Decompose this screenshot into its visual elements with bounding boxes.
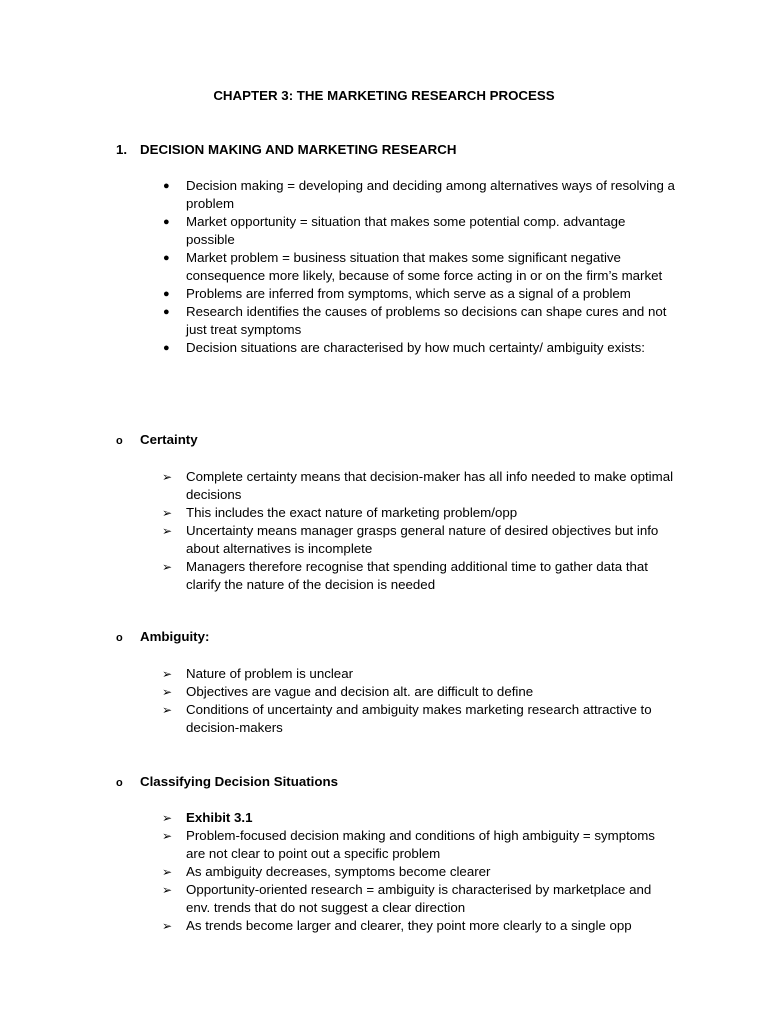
classifying-heading: o Classifying Decision Situations [116,773,338,792]
arrow-bullet-icon: ➢ [162,883,173,897]
arrow-bullet-icon: ➢ [162,470,173,484]
arrow-bullet-icon: ➢ [162,811,173,825]
list-item: ● Decision situations are characterised by how much certainty/ ambiguity exists: [163,340,645,355]
list-item: ➢ Complete certainty means that decision-maker has all info needed to make optimal decisions [162,469,674,502]
list-item: ● Market problem = business situation that makes some significant negative consequence more likely, because of some force acting in or on the firm’s market [163,250,663,283]
list-item: ➢ Conditions of uncertainty and ambiguity makes marketing research attractive to decision-makers [162,702,652,735]
ambiguity-heading: o Ambiguity: [116,628,209,647]
section-1-heading [116,141,456,159]
list-item: ➢ Managers therefore recognise that spending additional time to gather data that clarify the nature of the decision is needed [162,559,648,592]
list-item: ➢ Nature of problem is unclear [162,666,354,681]
arrow-bullet-icon: ➢ [162,667,173,681]
arrow-bullet-icon: ➢ [162,865,173,879]
list-item: ➢ As ambiguity decreases, symptoms become clearer [162,864,491,879]
certainty-heading: o Certainty [116,431,198,450]
list-item: ➢ Uncertainty means manager grasps general nature of desired objectives but info about alternatives is incomplete [162,523,659,556]
list-item: ➢ Objectives are vague and decision alt. are difficult to define [162,684,534,699]
bullet-icon: ● [163,252,170,264]
list-item [0,809,676,827]
arrow-bullet-icon: ➢ [162,829,173,843]
list-item: ● Decision making = developing and deciding among alternatives ways of resolving a problem [163,178,675,211]
section-number: 1. [116,142,128,157]
arrow-bullet-icon: ➢ [162,919,173,933]
arrow-bullet-icon: ➢ [162,703,173,717]
list-item: ➢ As trends become larger and clearer, they point more clearly to a single opp [162,918,632,933]
bullet-icon: ● [163,306,170,318]
bullet-icon: ● [163,180,170,192]
list-item: ● Market opportunity = situation that makes some potential comp. advantage possible [163,214,626,247]
bullet-icon: ● [163,216,170,228]
ambiguity-list [0,665,768,737]
exhibit-label: Exhibit 3.1 [186,810,253,825]
circle-bullet-icon: o [116,777,123,789]
list-item: ● Problems are inferred from symptoms, which serve as a signal of a problem [163,286,631,301]
circle-bullet-icon: o [116,435,123,447]
classifying-list [0,809,768,935]
arrow-bullet-icon: ➢ [162,524,173,538]
list-item: ➢ Problem-focused decision making and conditions of high ambiguity = symptoms are not clear to point out a specific problem [162,828,655,861]
arrow-bullet-icon: ➢ [162,685,173,699]
circle-bullet-icon: o [116,632,123,644]
certainty-list [0,468,768,594]
list-item: ● Research identifies the causes of problems so decisions can shape cures and not just treat symptoms [163,304,667,337]
section-1-bullet-list [0,177,768,357]
arrow-bullet-icon: ➢ [162,506,173,520]
arrow-bullet-icon: ➢ [162,560,173,574]
list-item: ➢ This includes the exact nature of marketing problem/opp [162,505,518,520]
section-title: DECISION MAKING AND MARKETING RESEARCH [140,142,457,157]
chapter-title: CHAPTER 3: THE MARKETING RESEARCH PROCESS [213,88,555,103]
bullet-icon: ● [163,342,170,354]
list-item: ➢ Opportunity-oriented research = ambiguity is characterised by marketplace and env. trends that do not suggest a clear direction [162,882,652,915]
bullet-icon: ● [163,288,170,300]
